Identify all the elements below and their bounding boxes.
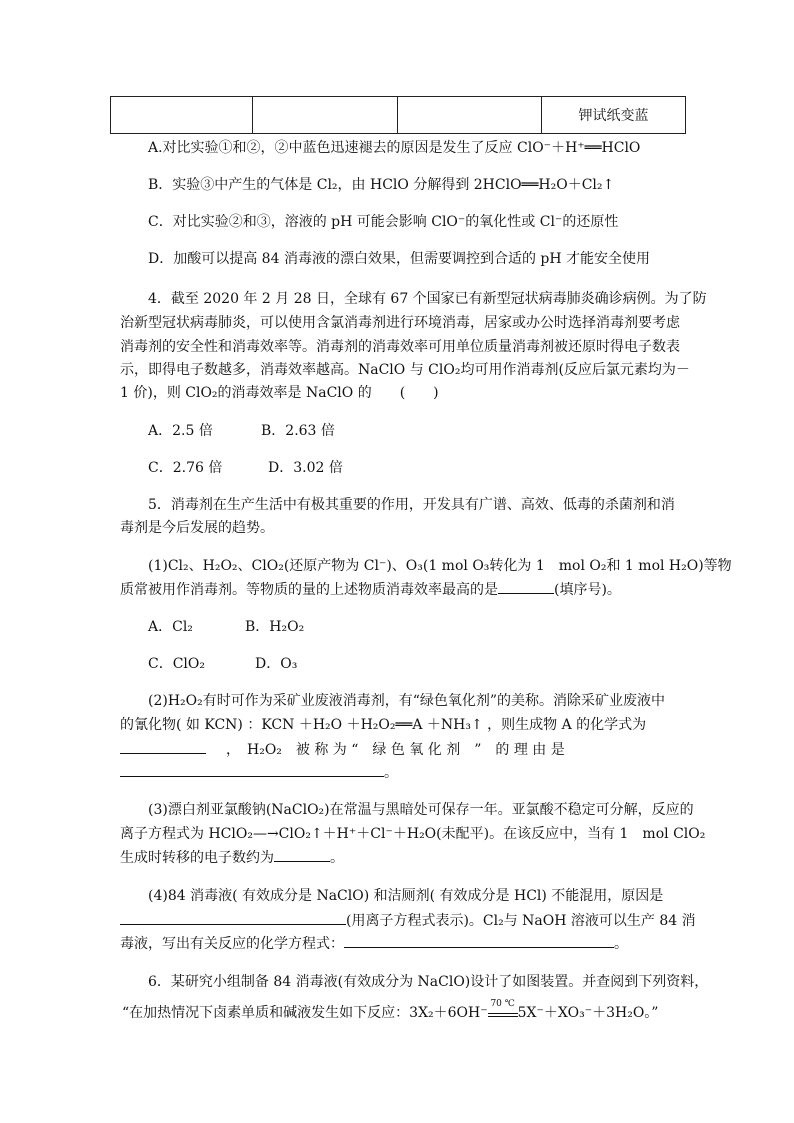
q5-part2-line4 — [120, 762, 398, 783]
q5-part2-line1: (2)H₂O₂有时可作为采矿业废液消毒剂，有“绿色氧化剂”的美称。消除采矿业废液中 — [148, 693, 666, 709]
q4-stem-line5: 1 价)，则 ClO₂的消毒效率是 NaClO 的 ( ) — [120, 385, 439, 401]
reaction-condition-label: 70 ℃ — [490, 999, 515, 1009]
q5-option-a: A．Cl₂ — [148, 619, 193, 635]
q6-quote-end: 5X⁻＋XO₃⁻＋3H₂O。” — [517, 1005, 659, 1021]
q3-option-c: C．对比实验②和③，溶液的 pH 可能会影响 ClO⁻的氧化性或 Cl⁻的还原性 — [148, 214, 619, 230]
experiment-table-fragment — [110, 96, 686, 134]
table-cell-result: 钾试纸变蓝 — [542, 97, 686, 134]
q4-stem-line2: 治新型冠状病毒肺炎，可以使用含氯消毒剂进行环境消毒，居家或办公时选择消毒剂要考虑 — [120, 315, 680, 331]
q5-part1-text: 质常被用作消毒剂。等物质的量的上述物质消毒效率最高的是 — [120, 582, 498, 598]
table-cell — [398, 97, 542, 134]
q5-intro-line2: 毒剂是今后发展的趋势。 — [120, 520, 274, 536]
q5-part4-text: (用离子方程式表示)。Cl₂与 NaOH 溶液可以生产 84 消 — [346, 913, 696, 929]
q4-option-b: B．2.63 倍 — [261, 423, 335, 439]
q3-option-d: D．加酸可以提高 84 消毒液的漂白效果，但需要调控到合适的 pH 才能安全使用 — [148, 251, 651, 267]
q3-option-b: B．实验③中产生的气体是 Cl₂，由 HClO 分解得到 2HClO══H₂O＋Cl₂↑ — [148, 177, 615, 193]
q5-intro-line1: 5．消毒剂在生产生活中有极其重要的作用，开发具有广谱、高效、低毒的杀菌剂和消 — [148, 497, 675, 513]
answer-blank[interactable] — [120, 739, 206, 754]
q5-part3-line1: (3)漂白剂亚氯酸钠(NaClO₂)在常温与黑暗处可保存一年。亚氯酸不稳定可分解，反应的 — [148, 802, 694, 818]
answer-blank[interactable] — [120, 762, 384, 777]
q5-part4-line2 — [120, 910, 696, 931]
q5-part3-line2: 离子方程式为 HClO₂—→ClO₂↑＋H⁺＋Cl⁻＋H₂O(未配平)。在该反应中，当有 1 mol ClO₂ — [120, 826, 706, 842]
q5-option-c: C．ClO₂ — [148, 656, 205, 672]
table-row — [111, 97, 686, 134]
q4-option-d: D．3.02 倍 — [268, 460, 343, 476]
q5-part2-end: 。 — [384, 765, 398, 781]
q5-part3-text: 生成时转移的电子数约为 — [120, 850, 274, 866]
q5-part4-end: 。 — [614, 936, 628, 952]
q4-option-c: C．2.76 倍 — [148, 460, 223, 476]
q5-part1-line1: (1)Cl₂、H₂O₂、ClO₂(还原产物为 Cl⁻)、O₃(1 mol O₃转化为 1 mol O₂和 1 mol H₂O)等物 — [148, 558, 732, 574]
q5-part2-reason-prompt: ， H₂O₂ 被 称 为 “ 绿 色 氧 化 剂 ” 的 理 由 是 — [226, 742, 565, 758]
q5-part4-prompt: 毒液，写出有关反应的化学方程式： — [120, 936, 344, 952]
q4-option-a: A．2.5 倍 — [148, 423, 213, 439]
q5-part1-line2 — [120, 579, 621, 600]
q6-stem-line1: 6．某研究小组制备 84 消毒液(有效成分为 NaClO)设计了如图装置。并查阅到下列资料， — [148, 974, 709, 990]
q5-part4-line3 — [120, 933, 628, 954]
q5-part2-line3 — [120, 739, 565, 760]
answer-blank[interactable] — [120, 910, 346, 925]
q5-option-b: B．H₂O₂ — [245, 619, 305, 635]
table-cell — [253, 97, 398, 134]
q5-part3-line3 — [120, 847, 344, 868]
q6-stem-line2 — [122, 999, 659, 1023]
answer-blank[interactable] — [344, 933, 614, 948]
q4-stem-line1: 4．截至 2020 年 2 月 28 日，全球有 67 个国家已有新型冠状病毒肺炎确诊病例。为了防 — [148, 291, 707, 307]
q5-part4-line1: (4)84 消毒液( 有效成分是 NaClO) 和洁厕剂( 有效成分是 HCl) 不能混用，原因是 — [148, 888, 664, 904]
q5-part2-line2: 的氰化物( 如 KCN) ：KCN ＋H₂O ＋H₂O₂══A ＋NH₃↑ ，则生成物 A 的化学式为 — [120, 717, 647, 733]
q4-stem-line4: 示，即得电子数越多，消毒效率越高。NaClO 与 ClO₂均可用作消毒剂(反应后氯元素均为－ — [120, 362, 690, 378]
q5-part1-suffix: (填序号)。 — [554, 582, 621, 598]
q5-option-d: D．O₃ — [255, 656, 298, 672]
answer-blank[interactable] — [274, 847, 330, 862]
table-cell — [111, 97, 253, 134]
reaction-condition-equals — [488, 999, 518, 1017]
q4-stem-line3: 消毒剂的安全性和消毒效率等。消毒剂的消毒效率可用单位质量消毒剂被还原时得电子数表 — [120, 339, 680, 355]
q5-part3-end: 。 — [330, 850, 344, 866]
q6-quote-start: “在加热情况下卤素单质和碱液发生如下反应：3X₂＋6OH⁻ — [122, 1005, 488, 1021]
q3-option-a: A.对比实验①和②，②中蓝色迅速褪去的原因是发生了反应 ClO⁻＋H⁺══HClO — [148, 140, 641, 156]
answer-blank[interactable] — [498, 579, 554, 594]
